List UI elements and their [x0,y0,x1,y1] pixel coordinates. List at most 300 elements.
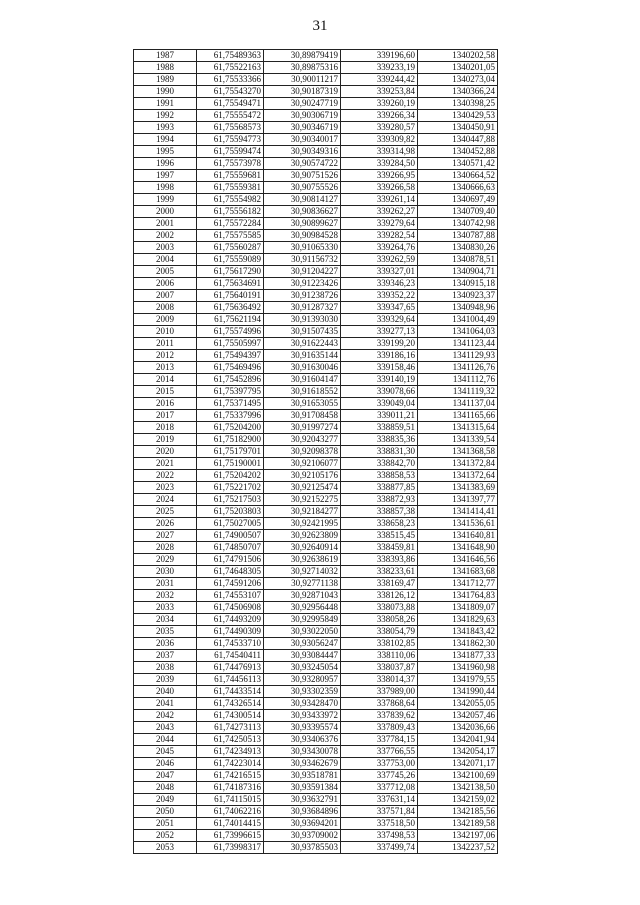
y-coordinate-cell: 1341064,03 [418,326,498,338]
longitude-cell: 30,91287327 [264,302,341,314]
latitude-cell: 61,75452896 [197,374,264,386]
longitude-cell: 30,91156732 [264,254,341,266]
point-number-cell: 2017 [134,410,197,422]
longitude-cell: 30,91618552 [264,386,341,398]
y-coordinate-cell: 1340904,71 [418,266,498,278]
y-coordinate-cell: 1340429,53 [418,110,498,122]
x-coordinate-cell: 339233,19 [341,62,418,74]
x-coordinate-cell: 338054,79 [341,626,418,638]
longitude-cell: 30,93022050 [264,626,341,638]
table-row [134,458,498,470]
table-row [134,614,498,626]
point-number-cell: 2025 [134,506,197,518]
y-coordinate-cell: 1341877,33 [418,650,498,662]
y-coordinate-cell: 1340915,18 [418,278,498,290]
point-number-cell: 2041 [134,698,197,710]
latitude-cell: 61,75522163 [197,62,264,74]
point-number-cell: 2002 [134,230,197,242]
x-coordinate-cell: 338459,81 [341,542,418,554]
latitude-cell: 61,75203803 [197,506,264,518]
table-row [134,206,498,218]
y-coordinate-cell: 1341372,84 [418,458,498,470]
latitude-cell: 61,75217503 [197,494,264,506]
point-number-cell: 2033 [134,602,197,614]
table-row [134,170,498,182]
longitude-cell: 30,93395574 [264,722,341,734]
longitude-cell: 30,91238726 [264,290,341,302]
x-coordinate-cell: 338658,23 [341,518,418,530]
longitude-cell: 30,91604147 [264,374,341,386]
point-number-cell: 1994 [134,134,197,146]
x-coordinate-cell: 339277,13 [341,326,418,338]
point-number-cell: 2032 [134,590,197,602]
x-coordinate-cell: 338073,88 [341,602,418,614]
y-coordinate-cell: 1342138,50 [418,782,498,794]
x-coordinate-cell: 339261,14 [341,194,418,206]
longitude-cell: 30,92098378 [264,446,341,458]
y-coordinate-cell: 1341383,69 [418,482,498,494]
point-number-cell: 1998 [134,182,197,194]
longitude-cell: 30,90187319 [264,86,341,98]
point-number-cell: 1991 [134,98,197,110]
latitude-cell: 61,75640191 [197,290,264,302]
longitude-cell: 30,90899627 [264,218,341,230]
x-coordinate-cell: 338169,47 [341,578,418,590]
point-number-cell: 2028 [134,542,197,554]
latitude-cell: 61,75221702 [197,482,264,494]
y-coordinate-cell: 1341809,07 [418,602,498,614]
y-coordinate-cell: 1341119,32 [418,386,498,398]
coordinates-table-body [134,50,498,854]
y-coordinate-cell: 1340366,24 [418,86,498,98]
y-coordinate-cell: 1341640,81 [418,530,498,542]
table-row [134,638,498,650]
latitude-cell: 61,74456113 [197,674,264,686]
x-coordinate-cell: 338835,36 [341,434,418,446]
y-coordinate-cell: 1341368,58 [418,446,498,458]
longitude-cell: 30,90751526 [264,170,341,182]
y-coordinate-cell: 1340571,42 [418,158,498,170]
table-row [134,770,498,782]
latitude-cell: 61,75182900 [197,434,264,446]
longitude-cell: 30,90349316 [264,146,341,158]
point-number-cell: 2013 [134,362,197,374]
table-row [134,530,498,542]
y-coordinate-cell: 1340273,04 [418,74,498,86]
point-number-cell: 2051 [134,818,197,830]
latitude-cell: 61,75594773 [197,134,264,146]
x-coordinate-cell: 337809,43 [341,722,418,734]
point-number-cell: 2016 [134,398,197,410]
latitude-cell: 61,74850707 [197,542,264,554]
latitude-cell: 61,75573978 [197,158,264,170]
longitude-cell: 30,92106077 [264,458,341,470]
point-number-cell: 2018 [134,422,197,434]
y-coordinate-cell: 1341829,63 [418,614,498,626]
latitude-cell: 61,75204200 [197,422,264,434]
latitude-cell: 61,75599474 [197,146,264,158]
x-coordinate-cell: 338859,51 [341,422,418,434]
longitude-cell: 30,90306719 [264,110,341,122]
longitude-cell: 30,92125474 [264,482,341,494]
y-coordinate-cell: 1341712,77 [418,578,498,590]
y-coordinate-cell: 1341683,68 [418,566,498,578]
table-row [134,98,498,110]
latitude-cell: 61,75559681 [197,170,264,182]
y-coordinate-cell: 1341126,76 [418,362,498,374]
longitude-cell: 30,92421995 [264,518,341,530]
latitude-cell: 61,74216515 [197,770,264,782]
table-row [134,842,498,854]
table-row [134,362,498,374]
y-coordinate-cell: 1341536,61 [418,518,498,530]
latitude-cell: 61,75533366 [197,74,264,86]
longitude-cell: 30,92105176 [264,470,341,482]
point-number-cell: 2031 [134,578,197,590]
table-row [134,266,498,278]
longitude-cell: 30,90984528 [264,230,341,242]
x-coordinate-cell: 339284,50 [341,158,418,170]
longitude-cell: 30,90836627 [264,206,341,218]
x-coordinate-cell: 339262,27 [341,206,418,218]
point-number-cell: 2006 [134,278,197,290]
longitude-cell: 30,92043277 [264,434,341,446]
point-number-cell: 2000 [134,206,197,218]
y-coordinate-cell: 1342197,06 [418,830,498,842]
x-coordinate-cell: 337499,74 [341,842,418,854]
table-row [134,542,498,554]
x-coordinate-cell: 337631,14 [341,794,418,806]
y-coordinate-cell: 1340948,96 [418,302,498,314]
table-row [134,242,498,254]
x-coordinate-cell: 338393,86 [341,554,418,566]
longitude-cell: 30,93694201 [264,818,341,830]
x-coordinate-cell: 338857,38 [341,506,418,518]
longitude-cell: 30,93433972 [264,710,341,722]
table-row [134,554,498,566]
point-number-cell: 2010 [134,326,197,338]
x-coordinate-cell: 339280,57 [341,122,418,134]
x-coordinate-cell: 339049,04 [341,398,418,410]
y-coordinate-cell: 1341137,04 [418,398,498,410]
longitude-cell: 30,93785503 [264,842,341,854]
point-number-cell: 1989 [134,74,197,86]
x-coordinate-cell: 337498,53 [341,830,418,842]
longitude-cell: 30,90011217 [264,74,341,86]
point-number-cell: 2005 [134,266,197,278]
longitude-cell: 30,91622443 [264,338,341,350]
x-coordinate-cell: 339199,20 [341,338,418,350]
x-coordinate-cell: 338842,70 [341,458,418,470]
point-number-cell: 1999 [134,194,197,206]
point-number-cell: 1987 [134,50,197,62]
x-coordinate-cell: 339327,01 [341,266,418,278]
longitude-cell: 30,92956448 [264,602,341,614]
point-number-cell: 2022 [134,470,197,482]
latitude-cell: 61,75572284 [197,218,264,230]
x-coordinate-cell: 337766,55 [341,746,418,758]
x-coordinate-cell: 339140,19 [341,374,418,386]
table-row [134,434,498,446]
latitude-cell: 61,75549471 [197,98,264,110]
y-coordinate-cell: 1341372,64 [418,470,498,482]
table-row [134,62,498,74]
point-number-cell: 2003 [134,242,197,254]
latitude-cell: 61,74250513 [197,734,264,746]
point-number-cell: 2046 [134,758,197,770]
latitude-cell: 61,75560287 [197,242,264,254]
longitude-cell: 30,93684896 [264,806,341,818]
x-coordinate-cell: 339346,23 [341,278,418,290]
table-row [134,338,498,350]
y-coordinate-cell: 1341979,55 [418,674,498,686]
latitude-cell: 61,74540411 [197,650,264,662]
table-row [134,314,498,326]
y-coordinate-cell: 1341646,56 [418,554,498,566]
longitude-cell: 30,93591384 [264,782,341,794]
point-number-cell: 2001 [134,218,197,230]
latitude-cell: 61,75469496 [197,362,264,374]
point-number-cell: 1990 [134,86,197,98]
latitude-cell: 61,74273113 [197,722,264,734]
table-row [134,182,498,194]
x-coordinate-cell: 338058,26 [341,614,418,626]
table-row [134,578,498,590]
table-row [134,782,498,794]
x-coordinate-cell: 338014,37 [341,674,418,686]
y-coordinate-cell: 1342185,56 [418,806,498,818]
longitude-cell: 30,93709002 [264,830,341,842]
table-row [134,290,498,302]
latitude-cell: 61,74223014 [197,758,264,770]
longitude-cell: 30,91997274 [264,422,341,434]
y-coordinate-cell: 1341843,42 [418,626,498,638]
x-coordinate-cell: 339266,34 [341,110,418,122]
table-row [134,446,498,458]
x-coordinate-cell: 338126,12 [341,590,418,602]
longitude-cell: 30,91635144 [264,350,341,362]
point-number-cell: 2020 [134,446,197,458]
y-coordinate-cell: 1342100,69 [418,770,498,782]
point-number-cell: 2049 [134,794,197,806]
x-coordinate-cell: 339253,84 [341,86,418,98]
longitude-cell: 30,92184277 [264,506,341,518]
y-coordinate-cell: 1341862,30 [418,638,498,650]
x-coordinate-cell: 339347,65 [341,302,418,314]
point-number-cell: 2035 [134,626,197,638]
point-number-cell: 2047 [134,770,197,782]
point-number-cell: 2004 [134,254,197,266]
y-coordinate-cell: 1341004,49 [418,314,498,326]
longitude-cell: 30,93518781 [264,770,341,782]
longitude-cell: 30,93428470 [264,698,341,710]
latitude-cell: 61,75554982 [197,194,264,206]
table-row [134,86,498,98]
point-number-cell: 2042 [134,710,197,722]
latitude-cell: 61,75179701 [197,446,264,458]
latitude-cell: 61,75575585 [197,230,264,242]
longitude-cell: 30,93280957 [264,674,341,686]
latitude-cell: 61,74648305 [197,566,264,578]
x-coordinate-cell: 339011,21 [341,410,418,422]
y-coordinate-cell: 1340398,25 [418,98,498,110]
x-coordinate-cell: 338233,61 [341,566,418,578]
longitude-cell: 30,90755526 [264,182,341,194]
longitude-cell: 30,92714032 [264,566,341,578]
longitude-cell: 30,91653055 [264,398,341,410]
y-coordinate-cell: 1341990,44 [418,686,498,698]
point-number-cell: 1997 [134,170,197,182]
latitude-cell: 61,74476913 [197,662,264,674]
y-coordinate-cell: 1340666,63 [418,182,498,194]
latitude-cell: 61,75621194 [197,314,264,326]
y-coordinate-cell: 1341112,76 [418,374,498,386]
table-row [134,254,498,266]
x-coordinate-cell: 339309,82 [341,134,418,146]
latitude-cell: 61,73996615 [197,830,264,842]
longitude-cell: 30,93056247 [264,638,341,650]
table-row [134,146,498,158]
x-coordinate-cell: 338102,85 [341,638,418,650]
table-row [134,398,498,410]
latitude-cell: 61,74490309 [197,626,264,638]
latitude-cell: 61,75204202 [197,470,264,482]
point-number-cell: 2012 [134,350,197,362]
table-row [134,422,498,434]
table-row [134,830,498,842]
table-row [134,278,498,290]
latitude-cell: 61,75397795 [197,386,264,398]
y-coordinate-cell: 1341960,98 [418,662,498,674]
point-number-cell: 2045 [134,746,197,758]
point-number-cell: 2052 [134,830,197,842]
table-row [134,50,498,62]
x-coordinate-cell: 339282,54 [341,230,418,242]
longitude-cell: 30,93430078 [264,746,341,758]
table-row [134,698,498,710]
latitude-cell: 61,75559089 [197,254,264,266]
longitude-cell: 30,90247719 [264,98,341,110]
latitude-cell: 61,75543270 [197,86,264,98]
latitude-cell: 61,75505997 [197,338,264,350]
x-coordinate-cell: 338858,53 [341,470,418,482]
longitude-cell: 30,93302359 [264,686,341,698]
coordinates-table [133,49,498,854]
y-coordinate-cell: 1342237,52 [418,842,498,854]
y-coordinate-cell: 1340450,91 [418,122,498,134]
latitude-cell: 61,75636492 [197,302,264,314]
longitude-cell: 30,91223426 [264,278,341,290]
point-number-cell: 2038 [134,662,197,674]
y-coordinate-cell: 1342071,17 [418,758,498,770]
y-coordinate-cell: 1342041,94 [418,734,498,746]
x-coordinate-cell: 339266,95 [341,170,418,182]
y-coordinate-cell: 1340787,88 [418,230,498,242]
table-row [134,674,498,686]
longitude-cell: 30,89875316 [264,62,341,74]
y-coordinate-cell: 1340447,88 [418,134,498,146]
point-number-cell: 2007 [134,290,197,302]
y-coordinate-cell: 1340202,58 [418,50,498,62]
longitude-cell: 30,91708458 [264,410,341,422]
longitude-cell: 30,89879419 [264,50,341,62]
y-coordinate-cell: 1341339,54 [418,434,498,446]
longitude-cell: 30,90346719 [264,122,341,134]
x-coordinate-cell: 338110,06 [341,650,418,662]
y-coordinate-cell: 1340452,88 [418,146,498,158]
table-row [134,722,498,734]
point-number-cell: 2043 [134,722,197,734]
longitude-cell: 30,92771138 [264,578,341,590]
point-number-cell: 1995 [134,146,197,158]
point-number-cell: 2026 [134,518,197,530]
x-coordinate-cell: 337753,00 [341,758,418,770]
y-coordinate-cell: 1341165,66 [418,410,498,422]
y-coordinate-cell: 1342057,46 [418,710,498,722]
y-coordinate-cell: 1340709,40 [418,206,498,218]
page-number: 31 [312,18,328,34]
table-row [134,650,498,662]
point-number-cell: 2036 [134,638,197,650]
longitude-cell: 30,90574722 [264,158,341,170]
latitude-cell: 61,75337996 [197,410,264,422]
longitude-cell: 30,93462679 [264,758,341,770]
longitude-cell: 30,91065330 [264,242,341,254]
x-coordinate-cell: 337839,62 [341,710,418,722]
latitude-cell: 61,74433514 [197,686,264,698]
y-coordinate-cell: 1341648,90 [418,542,498,554]
x-coordinate-cell: 337989,00 [341,686,418,698]
latitude-cell: 61,74506908 [197,602,264,614]
longitude-cell: 30,92623809 [264,530,341,542]
table-row [134,518,498,530]
table-row [134,626,498,638]
latitude-cell: 61,73998317 [197,842,264,854]
longitude-cell: 30,91507435 [264,326,341,338]
table-row [134,746,498,758]
table-row [134,302,498,314]
y-coordinate-cell: 1342189,58 [418,818,498,830]
y-coordinate-cell: 1342054,17 [418,746,498,758]
latitude-cell: 61,74014415 [197,818,264,830]
latitude-cell: 61,74115015 [197,794,264,806]
y-coordinate-cell: 1341397,77 [418,494,498,506]
y-coordinate-cell: 1341414,41 [418,506,498,518]
point-number-cell: 2014 [134,374,197,386]
x-coordinate-cell: 339262,59 [341,254,418,266]
y-coordinate-cell: 1342055,05 [418,698,498,710]
x-coordinate-cell: 339279,64 [341,218,418,230]
longitude-cell: 30,92152275 [264,494,341,506]
x-coordinate-cell: 338831,30 [341,446,418,458]
table-row [134,218,498,230]
y-coordinate-cell: 1340664,52 [418,170,498,182]
latitude-cell: 61,75574996 [197,326,264,338]
longitude-cell: 30,91204227 [264,266,341,278]
table-row [134,662,498,674]
point-number-cell: 2027 [134,530,197,542]
longitude-cell: 30,90814127 [264,194,341,206]
point-number-cell: 2050 [134,806,197,818]
table-row [134,230,498,242]
y-coordinate-cell: 1340923,37 [418,290,498,302]
y-coordinate-cell: 1341129,93 [418,350,498,362]
table-row [134,134,498,146]
table-row [134,110,498,122]
table-row [134,374,498,386]
latitude-cell: 61,75494397 [197,350,264,362]
table-row [134,494,498,506]
